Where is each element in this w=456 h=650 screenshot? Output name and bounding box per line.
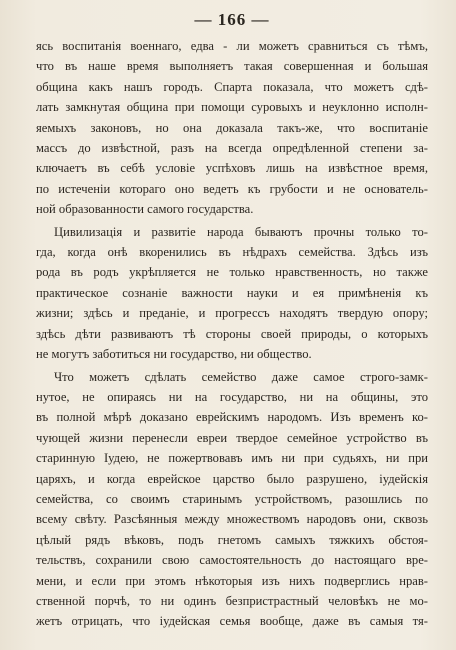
paragraph-3 — [36, 367, 428, 632]
text-line: ственной порчѣ, то ни одинъ безпристрастный человѣкъ не мо- — [36, 593, 428, 608]
text-line: ясь воспитанія военнаго, едва - ли можетъ сравниться съ тѣмъ, — [36, 39, 428, 53]
text-line: не могутъ заботиться ни государство, ни общество. — [36, 347, 312, 362]
text-line: жизни; здѣсь и преданіе, и прогрессъ находятъ твердую опору; — [36, 306, 428, 321]
text-line: рода въ родъ укрѣпляется не только нравственность, но также — [36, 265, 428, 280]
page-number: — 166 — — [194, 10, 270, 29]
text-line: нутое, не опираясь ни на государство, ни на общины, это — [36, 389, 428, 404]
text-line: мени, и если при этомъ нѣкоторыя изъ нихъ подверглись нрав- — [36, 573, 428, 588]
text-line: что въ наше время выполняетъ такая совершенная и большая — [36, 59, 428, 74]
text-line: община какъ нашъ городъ. Спарта показала, что можетъ сдѣ- — [36, 79, 428, 94]
text-line: всему свѣту. Разсѣянныя между множествомъ народовъ они, сквозь — [36, 512, 428, 527]
text-line: ключаетъ въ себѣ условіе успѣховъ лишь на извѣстное время, — [36, 161, 428, 176]
paragraph-1 — [36, 36, 428, 220]
text-line: по истеченіи котораго оно ведетъ къ грубости и не основатель- — [36, 181, 428, 196]
text-line: яемыхъ законовъ, но она доказала такъ-же, что воспитаніе — [36, 120, 428, 135]
text-line: семейства, со своимъ старинымъ устройствомъ, разошлись по — [36, 491, 428, 506]
text-line: тельствъ, сохранили свою самостоятельность до настоящаго вре- — [36, 553, 428, 568]
text-line: массъ до извѣстной, разъ на всегда опредѣленной степени за- — [36, 141, 428, 156]
text-line: цѣлый рядъ вѣковъ, подъ гнетомъ самыхъ тяжкихъ обстоя- — [36, 532, 428, 547]
text-line: Что можетъ сдѣлать семейство даже самое строго-замк- — [54, 369, 428, 384]
text-line: Цивилизація и развитіе народа бываютъ прочны только то- — [54, 224, 428, 239]
text-line: чующей жизни перенесли евреи твердое семейное устройство въ — [36, 430, 428, 445]
text-line: практическое сознаніе важности науки и ея примѣненія къ — [36, 285, 428, 300]
text-line: ной образованности самого государства. — [36, 202, 254, 217]
paragraph-2 — [36, 222, 428, 365]
text-line: здѣсь дѣти развиваютъ тѣ стороны своей природы, о которыхъ — [36, 326, 428, 341]
text-line: старинную Іудею, не пожертвовавъ имъ ни при судьяхъ, ни при — [36, 451, 428, 466]
text-line: гда, когда онѣ вкоренились въ нѣдрахъ семейства. Здѣсь изъ — [36, 245, 428, 260]
text-line: жетъ отрицать, что іудейская семья вообще, даже въ самыя тя- — [36, 614, 428, 629]
text-line: лать замкнутая община при помощи суровыхъ и неуклонно исполн- — [36, 100, 428, 115]
text-line: въ полной мѣрѣ доказано еврейскимъ народомъ. Изъ временъ ко- — [36, 410, 428, 425]
text-line: царяхъ, и когда еврейское царство было разрушено, іудейскія — [36, 471, 428, 486]
